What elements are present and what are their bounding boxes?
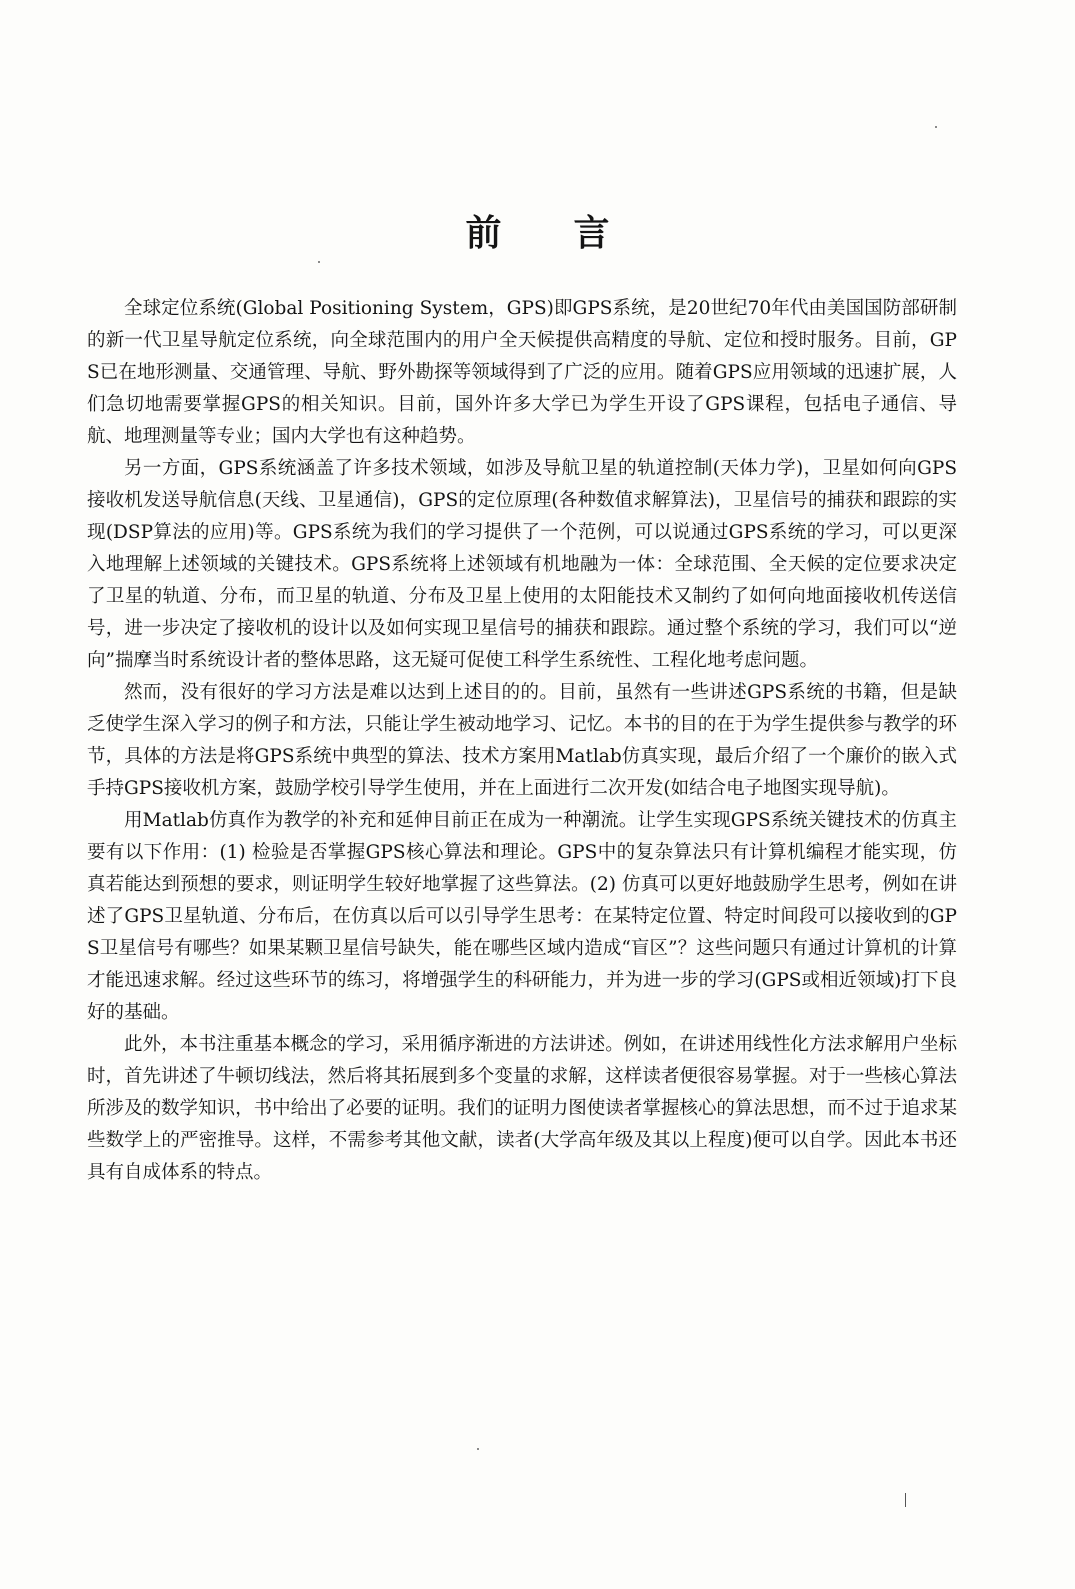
scan-speck — [935, 126, 937, 128]
preface-body — [87, 293, 957, 1189]
page-title: 前言 — [465, 213, 682, 254]
scan-speck — [477, 1448, 479, 1450]
paragraph-1: 全球定位系统(Global Positioning System，GPS)即GPS系统，是20世纪70年代由美国国防部研制的新一代卫星导航定位系统，向全球范围内的用户全天候提供高精度的导航、定位和授时服务。目前，GPS已在地形测量、交通管理、导航、野外勘探等领域得到了广泛的应用。随着GPS应用领域的迅速扩展，人们急切地需要掌握GPS的相关知识。目前，国外许多大学已为学生开设了GPS课程，包括电子通信、导航、地理测量等专业；国内大学也有这种趋势。 — [87, 298, 957, 447]
paragraph-5: 此外，本书注重基本概念的学习，采用循序渐进的方法讲述。例如，在讲述用线性化方法求解用户坐标时，首先讲述了牛顿切线法，然后将其拓展到多个变量的求解，这样读者便很容易掌握。对于一些核心算法所涉及的数学知识，书中给出了必要的证明。我们的证明力图使读者掌握核心的算法思想，而不过于追求某些数学上的严密推导。这样，不需参考其他文献，读者(大学高年级及其以上程度)便可以自学。因此本书还具有自成体系的特点。 — [87, 1034, 957, 1183]
scan-speck — [318, 261, 320, 263]
paragraph-3: 然而，没有很好的学习方法是难以达到上述目的的。目前，虽然有一些讲述GPS系统的书籍，但是缺乏使学生深入学习的例子和方法，只能让学生被动地学习、记忆。本书的目的在于为学生提供参与教学的环节，具体的方法是将GPS系统中典型的算法、技术方案用Matlab仿真实现，最后介绍了一个廉价的嵌入式手持GPS接收机方案，鼓励学校引导学生使用，并在上面进行二次开发(如结合电子地图实现导航)。 — [87, 682, 957, 799]
paragraph-2: 另一方面，GPS系统涵盖了许多技术领域，如涉及导航卫星的轨道控制(天体力学)，卫星如何向GPS接收机发送导航信息(天线、卫星通信)，GPS的定位原理(各种数值求解算法)，卫星信号的捕获和跟踪的实现(DSP算法的应用)等。GPS系统为我们的学习提供了一个范例，可以说通过GPS系统的学习，可以更深入地理解上述领域的关键技术。GPS系统将上述领域有机地融为一体：全球范围、全天候的定位要求决定了卫星的轨道、分布，而卫星的轨道、分布及卫星上使用的太阳能技术又制约了如何向地面接收机传送信号，进一步决定了接收机的设计以及如何实现卫星信号的捕获和跟踪。通过整个系统的学习，我们可以“逆向”揣摩当时系统设计者的整体思路，这无疑可促使工科学生系统性、工程化地考虑问题。 — [87, 458, 957, 671]
scan-margin-mark — [905, 1493, 906, 1507]
paragraph-4: 用Matlab仿真作为教学的补充和延伸目前正在成为一种潮流。让学生实现GPS系统关键技术的仿真主要有以下作用：(1) 检验是否掌握GPS核心算法和理论。GPS中的复杂算法只有计算机编程才能实现，仿真若能达到预想的要求，则证明学生较好地掌握了这些算法。(2) 仿真可以更好地鼓励学生思考，例如在讲述了GPS卫星轨道、分布后，在仿真以后可以引导学生思考：在某特定位置、特定时间段可以接收到的GPS卫星信号有哪些？如果某颗卫星信号缺失，能在哪些区域内造成“盲区”？这些问题只有通过计算机的计算才能迅速求解。经过这些环节的练习，将增强学生的科研能力，并为进一步的学习(GPS或相近领域)打下良好的基础。 — [87, 810, 957, 1023]
